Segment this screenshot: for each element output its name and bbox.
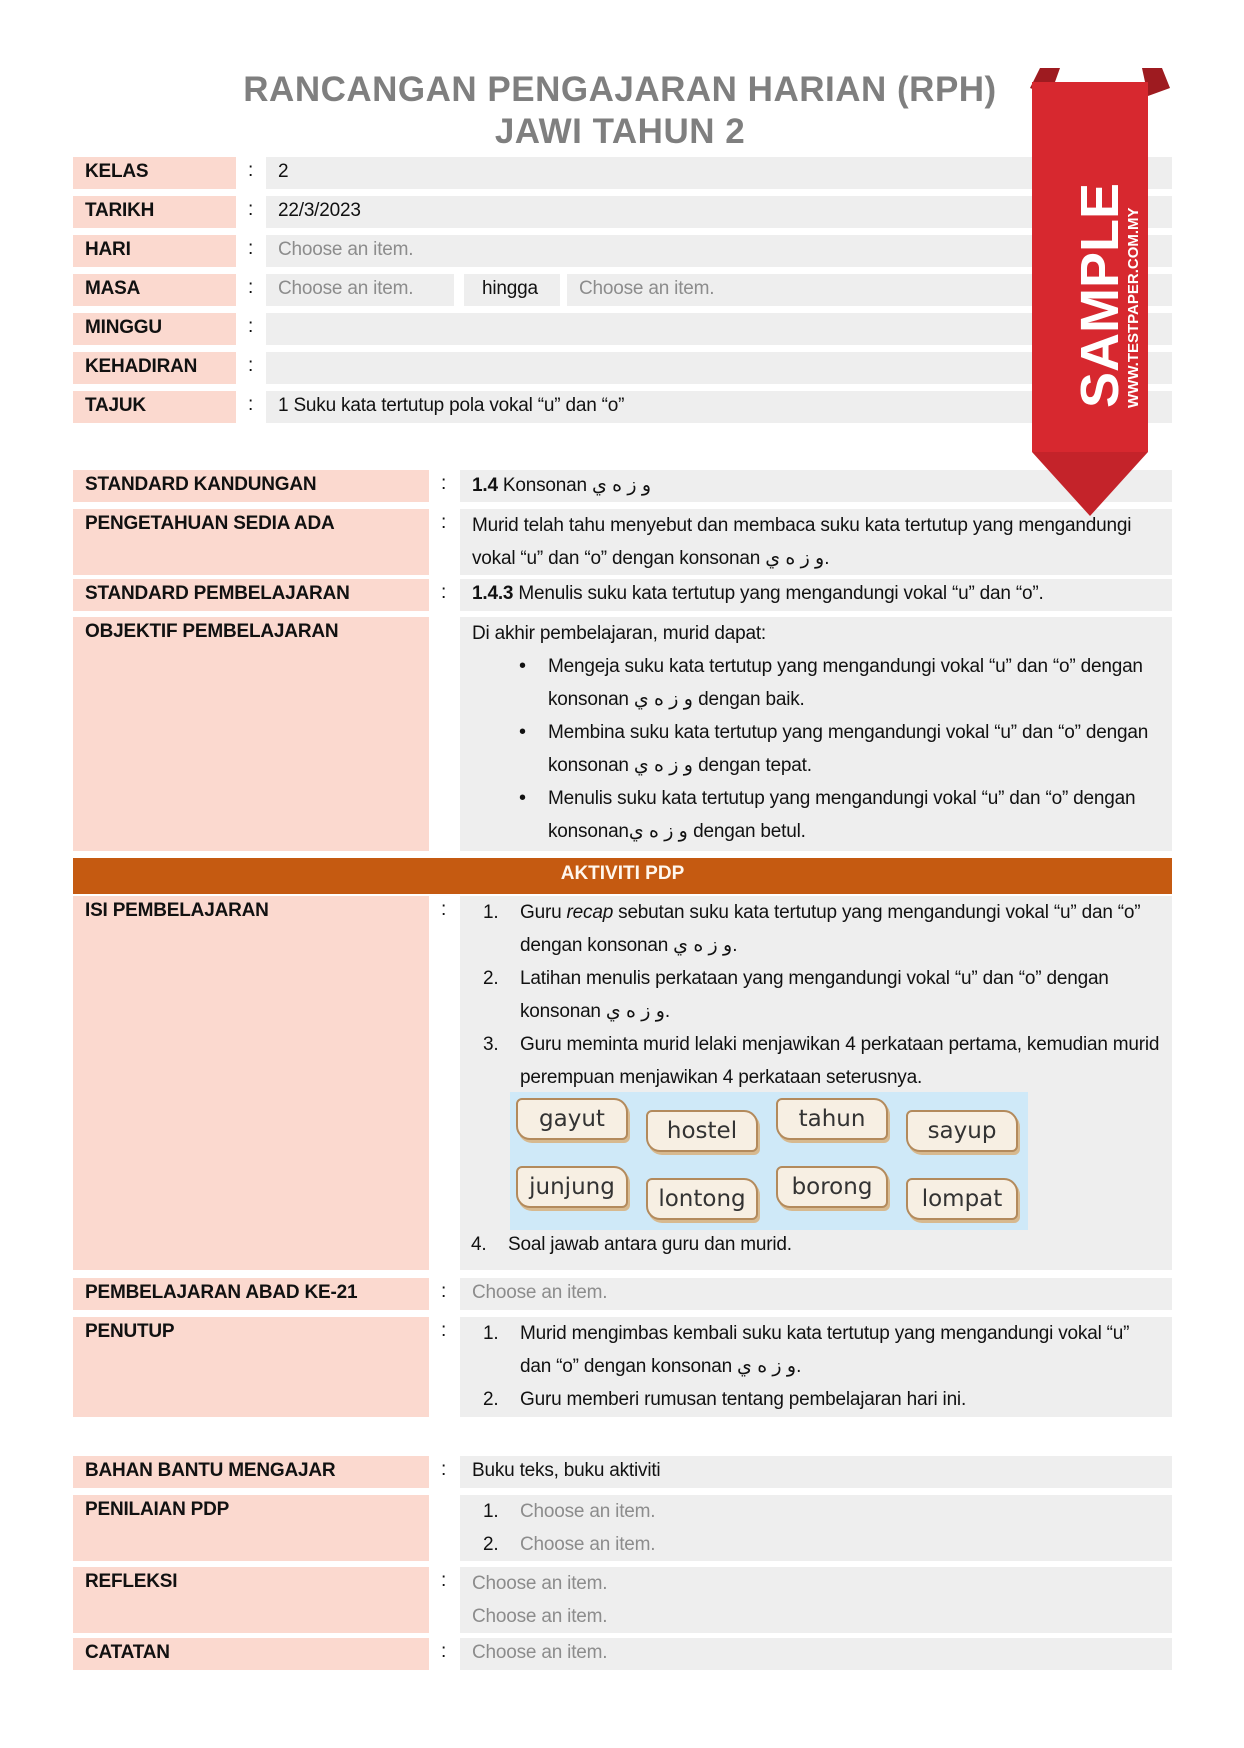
- bahan-value[interactable]: Buku teks, buku aktiviti: [460, 1456, 1172, 1488]
- penilaian-dropdown[interactable]: Choose an item.: [520, 1501, 656, 1522]
- pengetahuan-label: PENGETAHUAN SEDIA ADA: [73, 509, 429, 575]
- minggu-label: MINGGU: [73, 313, 236, 345]
- list-item-line: dengan konsonan و ز ه ي.: [520, 935, 738, 956]
- list-item-line: dan “o” dengan konsonan و ز ه ي.: [520, 1356, 802, 1377]
- objektif-list: [472, 650, 1172, 848]
- isi-pembelajaran-label: ISI PEMBELAJARAN: [73, 896, 429, 1270]
- catatan-label: CATATAN: [73, 1638, 429, 1670]
- standard-pembelajaran-text: Menulis suku kata tertutup yang mengandungi vokal “u” dan “o”.: [518, 583, 1044, 604]
- colon: :: [248, 160, 254, 181]
- word-card: borong: [776, 1166, 888, 1208]
- list-item-line: Guru meminta murid lelaki menjawikan 4 perkataan pertama, kemudian murid: [520, 1034, 1160, 1055]
- tajuk-field[interactable]: 1 Suku kata tertutup pola vokal “u” dan “o”: [266, 391, 1172, 423]
- italic-text: recap: [566, 902, 614, 923]
- penilaian-label: PENILAIAN PDP: [73, 1495, 429, 1561]
- colon: :: [248, 199, 254, 220]
- list-item-line: • Mengeja suku kata tertutup yang mengandungi vokal “u” dan “o” dengan: [548, 656, 1143, 677]
- word-card: sayup: [906, 1110, 1018, 1152]
- standard-pembelajaran-code: 1.4.3: [472, 583, 514, 604]
- list-item-line: konsonan و ز ه ي dengan tepat.: [548, 755, 812, 776]
- list-number: 2.: [483, 1389, 499, 1410]
- colon: :: [441, 512, 447, 533]
- list-item: [472, 1528, 1172, 1561]
- objektif-intro: Di akhir pembelajaran, murid dapat:: [472, 623, 766, 644]
- list-item-line: Guru memberi rumusan tentang pembelajaran hari ini.: [520, 1389, 967, 1410]
- word-card: lompat: [906, 1178, 1018, 1220]
- colon: :: [441, 1641, 447, 1662]
- list-number: 3.: [483, 1034, 499, 1055]
- refleksi-value: [460, 1567, 1172, 1633]
- standard-pembelajaran-value: [460, 579, 1172, 611]
- list-item-line: Latihan menulis perkataan yang mengandungi vokal “u” dan “o” dengan: [520, 968, 1109, 989]
- list-item: [472, 1317, 1172, 1383]
- masa-to-dropdown[interactable]: Choose an item.: [567, 274, 1172, 306]
- tajuk-label: TAJUK: [73, 391, 236, 423]
- list-item-line: Soal jawab antara guru dan murid.: [508, 1234, 792, 1255]
- word-card: tahun: [776, 1098, 888, 1140]
- list-item: [472, 716, 1172, 782]
- standard-kandungan-text: Konsonan و ز ه ي: [502, 475, 651, 496]
- colon: :: [248, 277, 254, 298]
- hari-dropdown[interactable]: Choose an item.: [266, 235, 1172, 267]
- isi-list: [472, 896, 1172, 1094]
- list-item-line: • Membina suku kata tertutup yang mengandungi vokal “u” dan “o” dengan: [548, 722, 1149, 743]
- objektif-label: OBJEKTIF PEMBELAJARAN: [73, 617, 429, 851]
- tarikh-field[interactable]: 22/3/2023: [266, 196, 1172, 228]
- pengetahuan-line: vokal “u” dan “o” dengan konsonan و ز ه ي.: [472, 548, 830, 569]
- masa-separator: hingga: [464, 274, 560, 306]
- catatan-dropdown[interactable]: Choose an item.: [460, 1638, 1172, 1670]
- kelas-field[interactable]: 2: [266, 157, 1172, 189]
- list-number: 1.: [483, 902, 499, 923]
- bahan-label: BAHAN BANTU MENGAJAR: [73, 1456, 429, 1488]
- list-number: 4.: [471, 1234, 487, 1255]
- aktiviti-pdp-band: AKTIVITI PDP: [73, 858, 1172, 894]
- word-card: junjung: [516, 1166, 628, 1208]
- ribbon-site: WWW.TESTPAPER.COM.MY: [1125, 207, 1142, 408]
- colon: :: [441, 899, 447, 920]
- masa-label: MASA: [73, 274, 236, 306]
- list-item-line: • Menulis suku kata tertutup yang mengandungi vokal “u” dan “o” dengan: [548, 788, 1136, 809]
- colon: :: [248, 355, 254, 376]
- list-item: [472, 1028, 1172, 1094]
- standard-kandungan-label: STANDARD KANDUNGAN: [73, 470, 429, 502]
- abad21-label: PEMBELAJARAN ABAD KE-21: [73, 1278, 429, 1310]
- colon: :: [441, 473, 447, 494]
- list-item-line: konsonan و ز ه ي dengan baik.: [548, 689, 805, 710]
- list-item-line: konsonanو ز ه ي dengan betul.: [548, 821, 806, 842]
- kelas-label: KELAS: [73, 157, 236, 189]
- text: Guru: [520, 902, 567, 923]
- standard-kandungan-code: 1.4: [472, 475, 498, 496]
- list-item-line: Murid mengimbas kembali suku kata tertutup yang mengandungi vokal “u”: [520, 1323, 1130, 1344]
- colon: :: [441, 1459, 447, 1480]
- list-item: [472, 1495, 1172, 1528]
- refleksi-dropdown[interactable]: Choose an item.: [472, 1606, 608, 1627]
- list-item: [472, 650, 1172, 716]
- word-card: lontong: [646, 1178, 758, 1220]
- colon: :: [441, 1281, 447, 1302]
- ribbon-word: SAMPLE: [1070, 182, 1130, 408]
- refleksi-label: REFLEKSI: [73, 1567, 429, 1633]
- colon: :: [248, 316, 254, 337]
- standard-pembelajaran-label: STANDARD PEMBELAJARAN: [73, 579, 429, 611]
- list-item-line: [520, 896, 1172, 929]
- penutup-label: PENUTUP: [73, 1317, 429, 1417]
- colon: :: [248, 238, 254, 259]
- word-card: hostel: [646, 1110, 758, 1152]
- penilaian-dropdown[interactable]: Choose an item.: [520, 1534, 656, 1555]
- penilaian-value: [460, 1495, 1172, 1561]
- objektif-value: [460, 617, 1172, 851]
- isi-list: [460, 1228, 1172, 1261]
- penutup-list: [472, 1317, 1172, 1416]
- page-title: RANCANGAN PENGAJARAN HARIAN (RPH): [243, 70, 997, 109]
- list-item-line: perempuan menjawikan 4 perkataan seterusnya.: [520, 1067, 923, 1088]
- penutup-value: [460, 1317, 1172, 1417]
- list-number: 1.: [483, 1323, 499, 1344]
- list-item: [460, 1228, 1172, 1261]
- page-subtitle: JAWI TAHUN 2: [494, 112, 746, 151]
- masa-from-dropdown[interactable]: Choose an item.: [266, 274, 454, 306]
- hari-label: HARI: [73, 235, 236, 267]
- word-cards-panel: [510, 1092, 1028, 1230]
- abad21-dropdown[interactable]: Choose an item.: [460, 1278, 1172, 1310]
- list-number: 2.: [483, 1534, 499, 1555]
- kehadiran-label: KEHADIRAN: [73, 352, 236, 384]
- list-number: 2.: [483, 968, 499, 989]
- colon: :: [441, 1320, 447, 1341]
- ribbon-tip: [1032, 452, 1148, 516]
- pengetahuan-value: [460, 509, 1172, 575]
- tarikh-label: TARIKH: [73, 196, 236, 228]
- colon: :: [248, 394, 254, 415]
- refleksi-dropdown[interactable]: Choose an item.: [472, 1573, 608, 1594]
- list-item: [472, 1383, 1172, 1416]
- list-item: [472, 782, 1172, 848]
- pengetahuan-line: Murid telah tahu menyebut dan membaca suku kata tertutup yang mengandungi: [472, 515, 1132, 536]
- penilaian-list: [472, 1495, 1172, 1561]
- word-card: gayut: [516, 1098, 628, 1140]
- list-number: 1.: [483, 1501, 499, 1522]
- list-item: [472, 896, 1172, 962]
- list-item-line: konsonan و ز ه ي.: [520, 1001, 671, 1022]
- colon: :: [441, 582, 447, 603]
- colon: :: [441, 1570, 447, 1591]
- sample-ribbon: [1030, 68, 1170, 516]
- text: sebutan suku kata tertutup yang mengandungi vokal “u” dan “o”: [613, 902, 1141, 923]
- list-item: [472, 962, 1172, 1028]
